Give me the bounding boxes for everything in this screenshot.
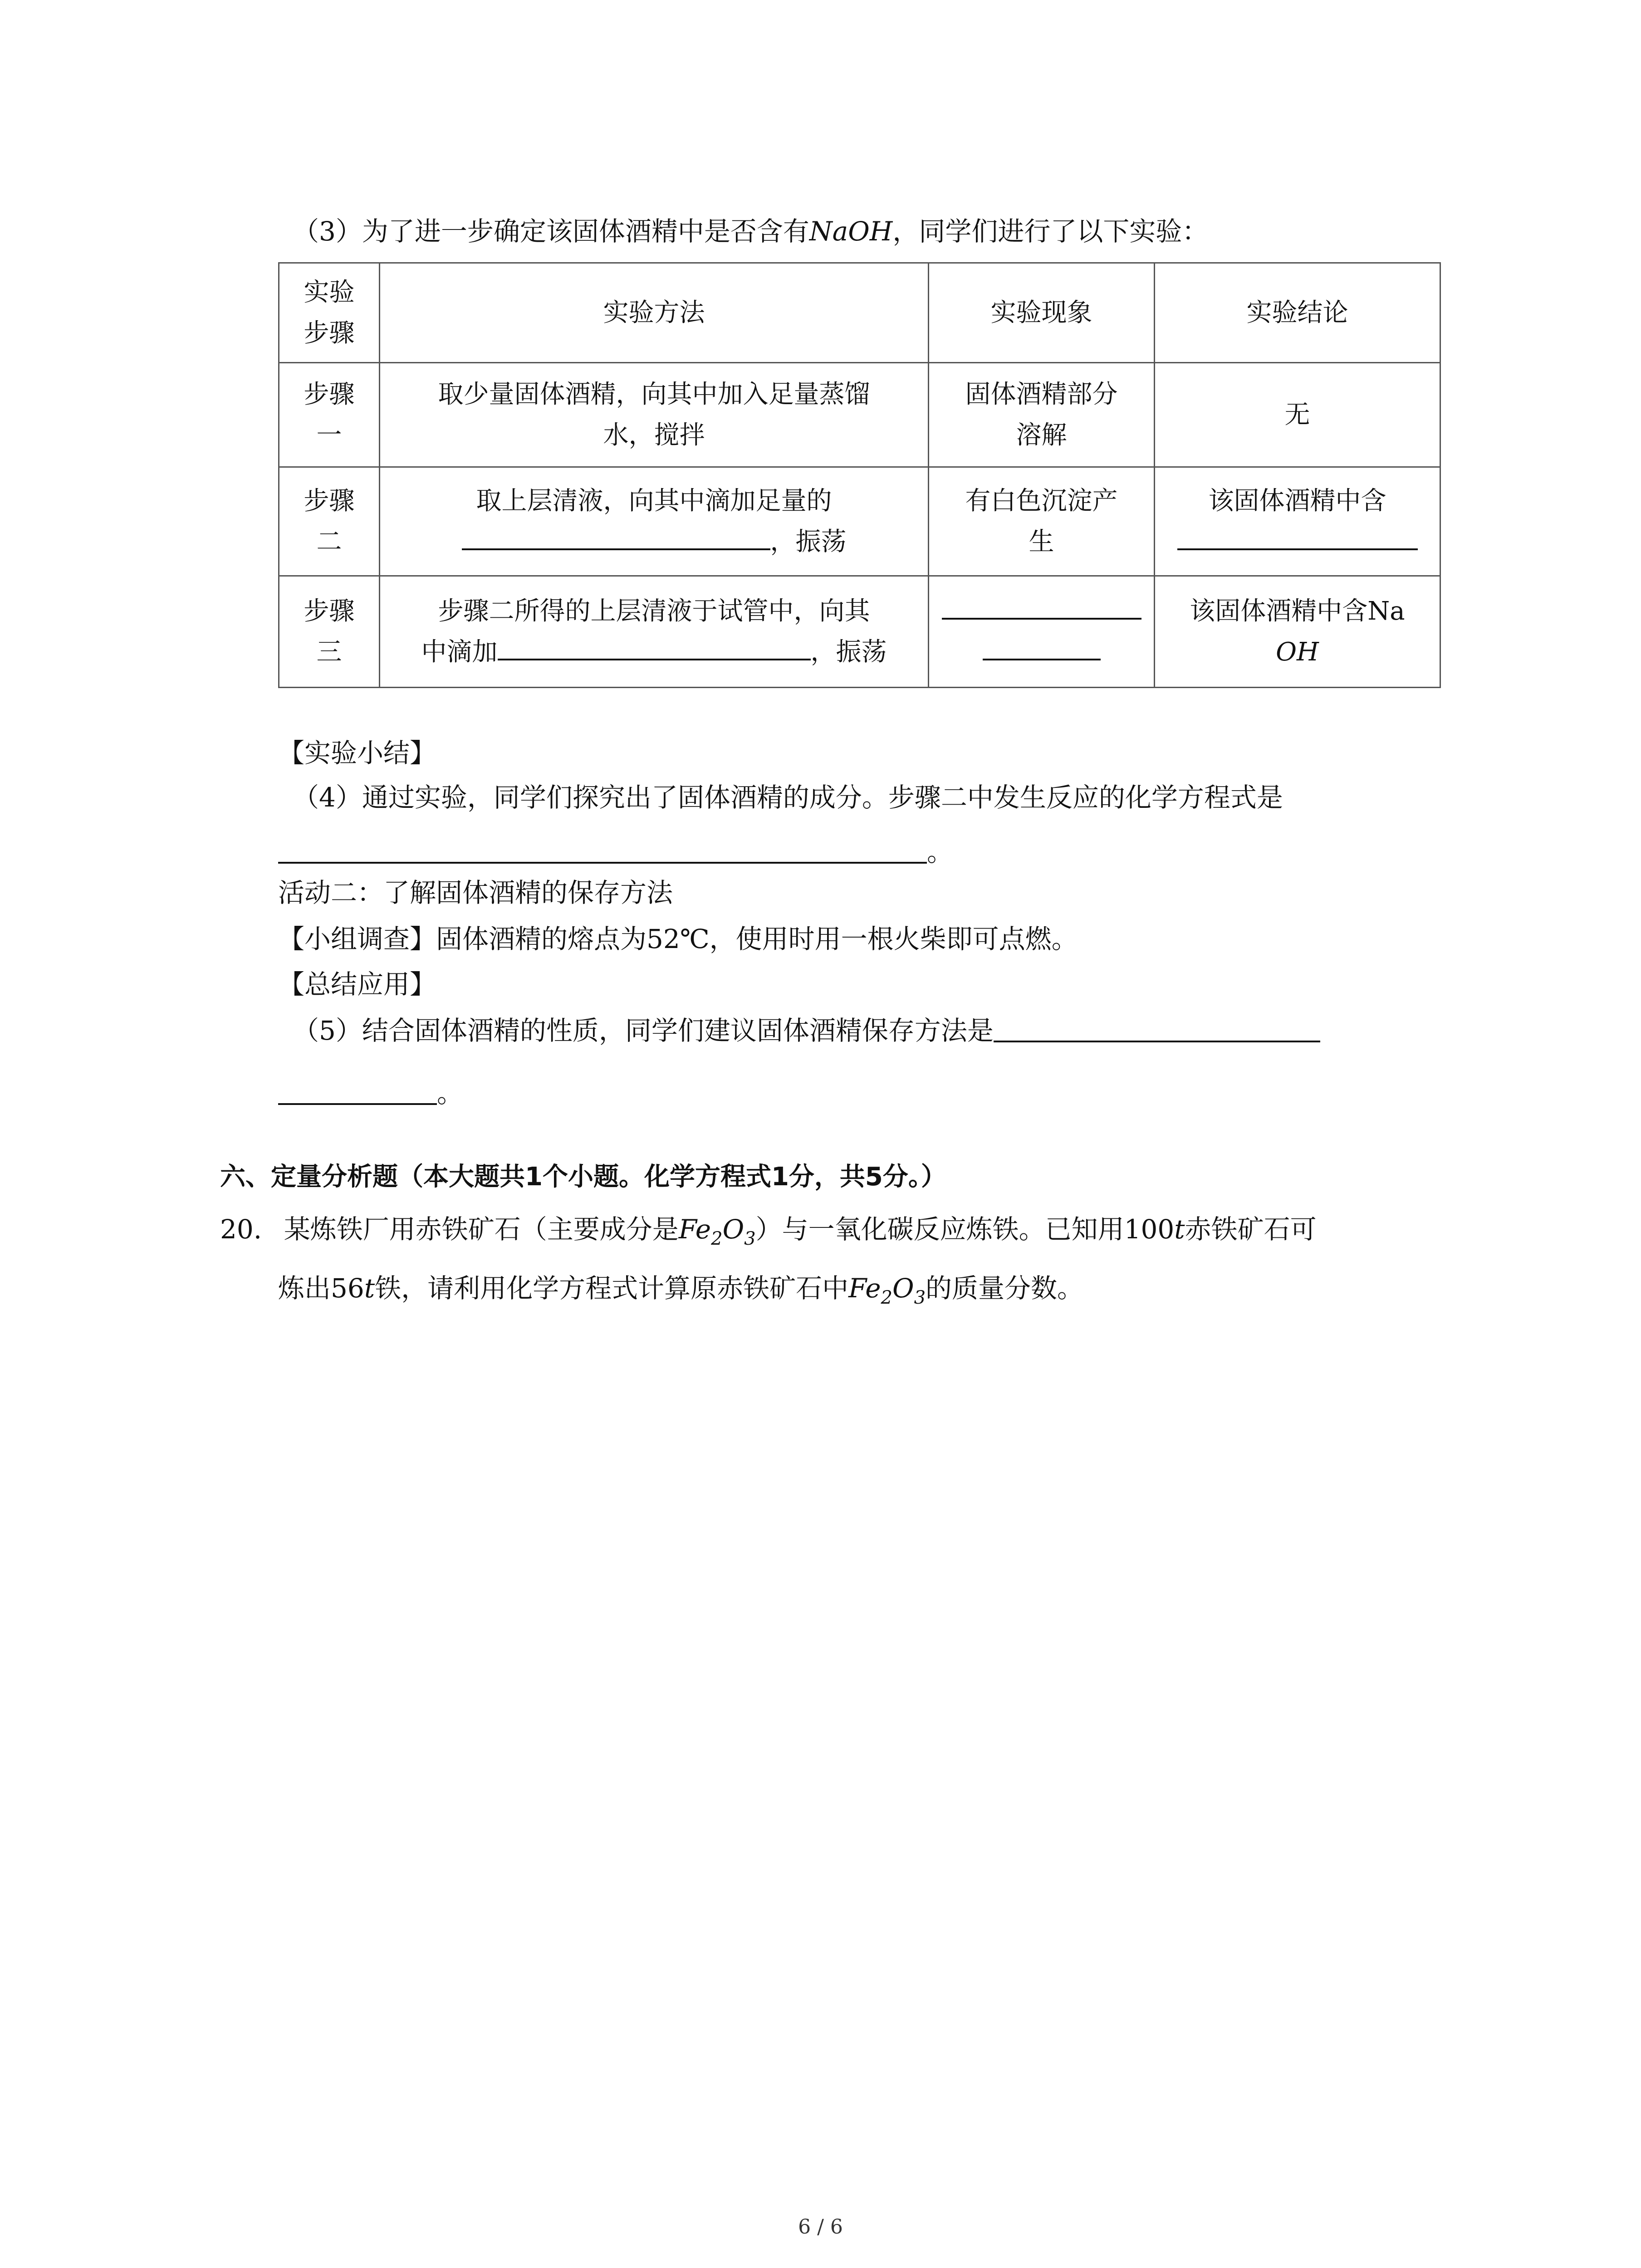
row3-phenomenon-blank[interactable] [942, 601, 1141, 620]
row3-phenomenon-blank-line1 [938, 591, 1145, 632]
o-symbol: O [722, 1214, 745, 1245]
page-number: 6 / 6 [798, 2215, 843, 2239]
row2-conclusion-blank[interactable] [1177, 532, 1418, 550]
row3-phenomenon-blank-line2 [938, 632, 1145, 673]
experiment-table [278, 262, 1441, 688]
header-phenomenon: 实验现象 [929, 263, 1155, 363]
row1-step: 步骤 一 [279, 363, 380, 467]
q5-text [293, 1012, 1320, 1049]
row3-step: 步骤 三 [279, 576, 380, 688]
row2-method-line2 [389, 522, 919, 562]
row2-phenomenon: 有白色沉淀产 生 [929, 467, 1155, 576]
q5-prompt: （5）结合固体酒精的性质，同学们建议固体酒精保存方法是 [293, 1015, 994, 1046]
row1-method: 取少量固体酒精，向其中加入足量蒸馏 水，搅拌 [380, 363, 929, 467]
activity2-title: 活动二：了解固体酒精的保存方法 [278, 877, 673, 908]
row2-method [380, 467, 929, 576]
ton-unit: t [1174, 1214, 1185, 1245]
row3-method-line2 [389, 632, 919, 673]
row2-conclusion-blank-line [1164, 522, 1430, 562]
summary-title: 【实验小结】 [278, 738, 436, 768]
row3-method-head: 中滴加 [421, 637, 498, 667]
q20-text-c: 赤铁矿石可 [1185, 1214, 1317, 1245]
q5-blank-1[interactable] [994, 1013, 1320, 1042]
row2-method-tail: ，振荡 [770, 527, 847, 557]
table-row [279, 467, 1440, 576]
row3-method-line1: 步骤二所得的上层清液于试管中，向其 [438, 596, 870, 626]
row3-conclusion-line1: 该固体酒精中含Na [1190, 596, 1405, 626]
survey-text: 【小组调查】固体酒精的熔点为52℃，使用时用一根火柴即可点燃。 [278, 924, 1078, 954]
fe-symbol-2: Fe [848, 1273, 881, 1304]
row2-reagent-blank[interactable] [462, 532, 770, 550]
q5-answer-line [278, 1075, 463, 1111]
row2-conclusion [1155, 467, 1440, 576]
apply-title: 【总结应用】 [278, 969, 436, 1000]
fe-subscript-2: 2 [881, 1287, 892, 1308]
o-symbol-2: O [892, 1273, 914, 1304]
header-step: 实验 步骤 [279, 263, 380, 363]
row2-step: 步骤 二 [279, 467, 380, 576]
q4-equation-blank[interactable] [278, 835, 927, 864]
fe-symbol: Fe [678, 1214, 711, 1245]
q20-line1 [220, 1211, 1317, 1257]
row3-reagent-blank[interactable] [498, 642, 811, 660]
q20-line2 [278, 1270, 1083, 1316]
o-subscript-2: 3 [914, 1287, 926, 1308]
o-subscript: 3 [744, 1228, 756, 1249]
section6-title: 六、定量分析题（本大题共1个小题。化学方程式1分，共5分。） [220, 1162, 946, 1192]
table-header-row [279, 263, 1440, 363]
row3-method-tail: ，振荡 [810, 637, 887, 667]
row3-phenomenon [929, 576, 1155, 688]
q20-line2-c: 的质量分数。 [926, 1273, 1084, 1304]
q20-text-b: ）与一氧化碳反应炼铁。已知用100 [755, 1214, 1175, 1245]
q20-line2-a: 炼出56 [278, 1273, 364, 1304]
q5-blank-2[interactable] [278, 1076, 437, 1105]
q4-text: （4）通过实验，同学们探究出了固体酒精的成分。步骤二中发生反应的化学方程式是 [293, 782, 1283, 813]
q20-line2-b: 铁，请利用化学方程式计算原赤铁矿石中 [375, 1273, 849, 1304]
row3-method [380, 576, 929, 688]
q3-prefix: （3）为了进一步确定该固体酒精中是否含有 [293, 216, 809, 247]
q20-text-a: 某炼铁厂用赤铁矿石（主要成分是 [284, 1214, 679, 1245]
fe-subscript: 2 [711, 1228, 723, 1249]
q3-intro [293, 213, 1208, 249]
table-row [279, 363, 1440, 467]
row2-conclusion-text: 该固体酒精中含 [1208, 486, 1386, 516]
ton-unit-2: t [364, 1273, 375, 1304]
row2-method-line1: 取上层清液，向其中滴加足量的 [476, 486, 832, 516]
q5-end: 。 [437, 1078, 464, 1109]
header-conclusion: 实验结论 [1155, 263, 1440, 363]
q4-answer-line [278, 834, 953, 870]
q4-end: 。 [927, 836, 954, 867]
q3-suffix: ，同学们进行了以下实验： [892, 216, 1209, 247]
row1-phenomenon: 固体酒精部分 溶解 [929, 363, 1155, 467]
table-row [279, 576, 1440, 688]
row3-phenomenon-blank-2[interactable] [983, 642, 1101, 660]
header-method: 实验方法 [380, 263, 929, 363]
row1-conclusion: 无 [1155, 363, 1440, 467]
row3-conclusion-line2: OH [1276, 637, 1319, 667]
q20-number: 20. [220, 1214, 262, 1245]
naoh-formula: NaOH [809, 216, 893, 247]
row3-conclusion [1155, 576, 1440, 688]
